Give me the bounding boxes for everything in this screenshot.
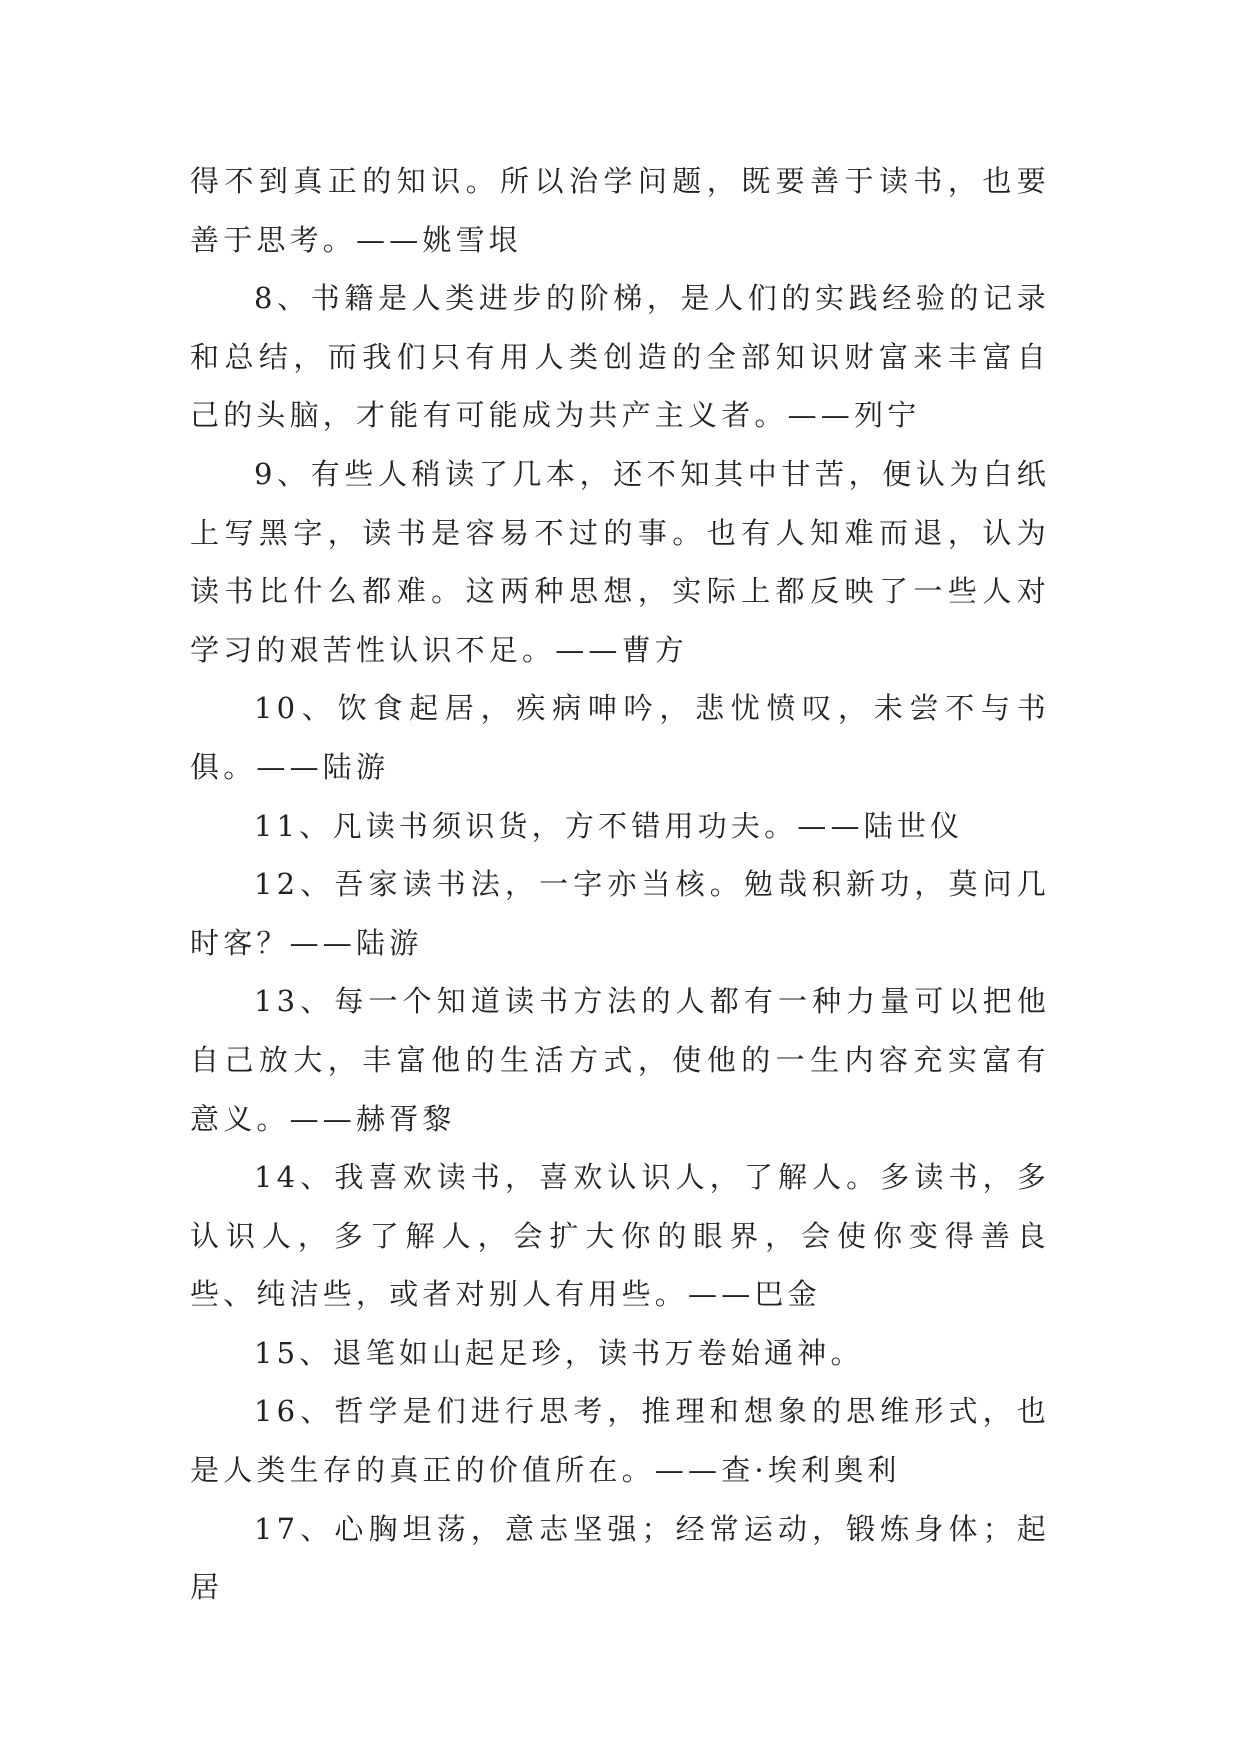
quote-item-13: 13、每一个知道读书方法的人都有一种力量可以把他自己放大，丰富他的生活方式，使他的一生内容充实富有意义。——赫胥黎	[190, 984, 1050, 1136]
quote-item-10: 10、饮食起居，疾病呻吟，悲忧愤叹，未尝不与书俱。——陆游	[190, 691, 1050, 784]
quote-item-16: 16、哲学是们进行思考，推理和想象的思维形式，也是人类生存的真正的价值所在。——查·埃利奥利	[190, 1394, 1050, 1488]
quote-item-14: 14、我喜欢读书，喜欢认识人，了解人。多读书，多认识人，多了解人，会扩大你的眼界，会使你变得善良些、纯洁些，或者对别人有用些。——巴金	[190, 1160, 1050, 1312]
quote-item-9: 9、有些人稍读了几本，还不知其中甘苦，便认为白纸上写黑字，读书是容易不过的事。也有人知难而退，认为读书比什么都难。这两种思想，实际上都反映了一些人对学习的艰苦性认识不足。——曹方	[190, 456, 1050, 667]
paragraph-continuation: 得不到真正的知识。所以治学问题，既要善于读书，也要善于思考。——姚雪垠	[190, 164, 1050, 257]
quote-item-15: 15、退笔如山起足珍，读书万卷始通神。	[254, 1335, 864, 1370]
quote-item-17: 17、心胸坦荡，意志坚强；经常运动，锻炼身体；起居	[190, 1511, 1050, 1605]
quote-item-12: 12、吾家读书法，一字亦当核。勉哉积新功，莫问几时客？——陆游	[190, 867, 1050, 960]
quote-item-11: 11、凡读书须识货，方不错用功夫。——陆世仪	[254, 808, 964, 843]
quote-item-8: 8、书籍是人类进步的阶梯，是人们的实践经验的记录和总结，而我们只有用人类创造的全部知识财富来丰富自己的头脑，才能有可能成为共产主义者。——列宁	[190, 281, 1050, 433]
quote-list	[190, 152, 1050, 1617]
